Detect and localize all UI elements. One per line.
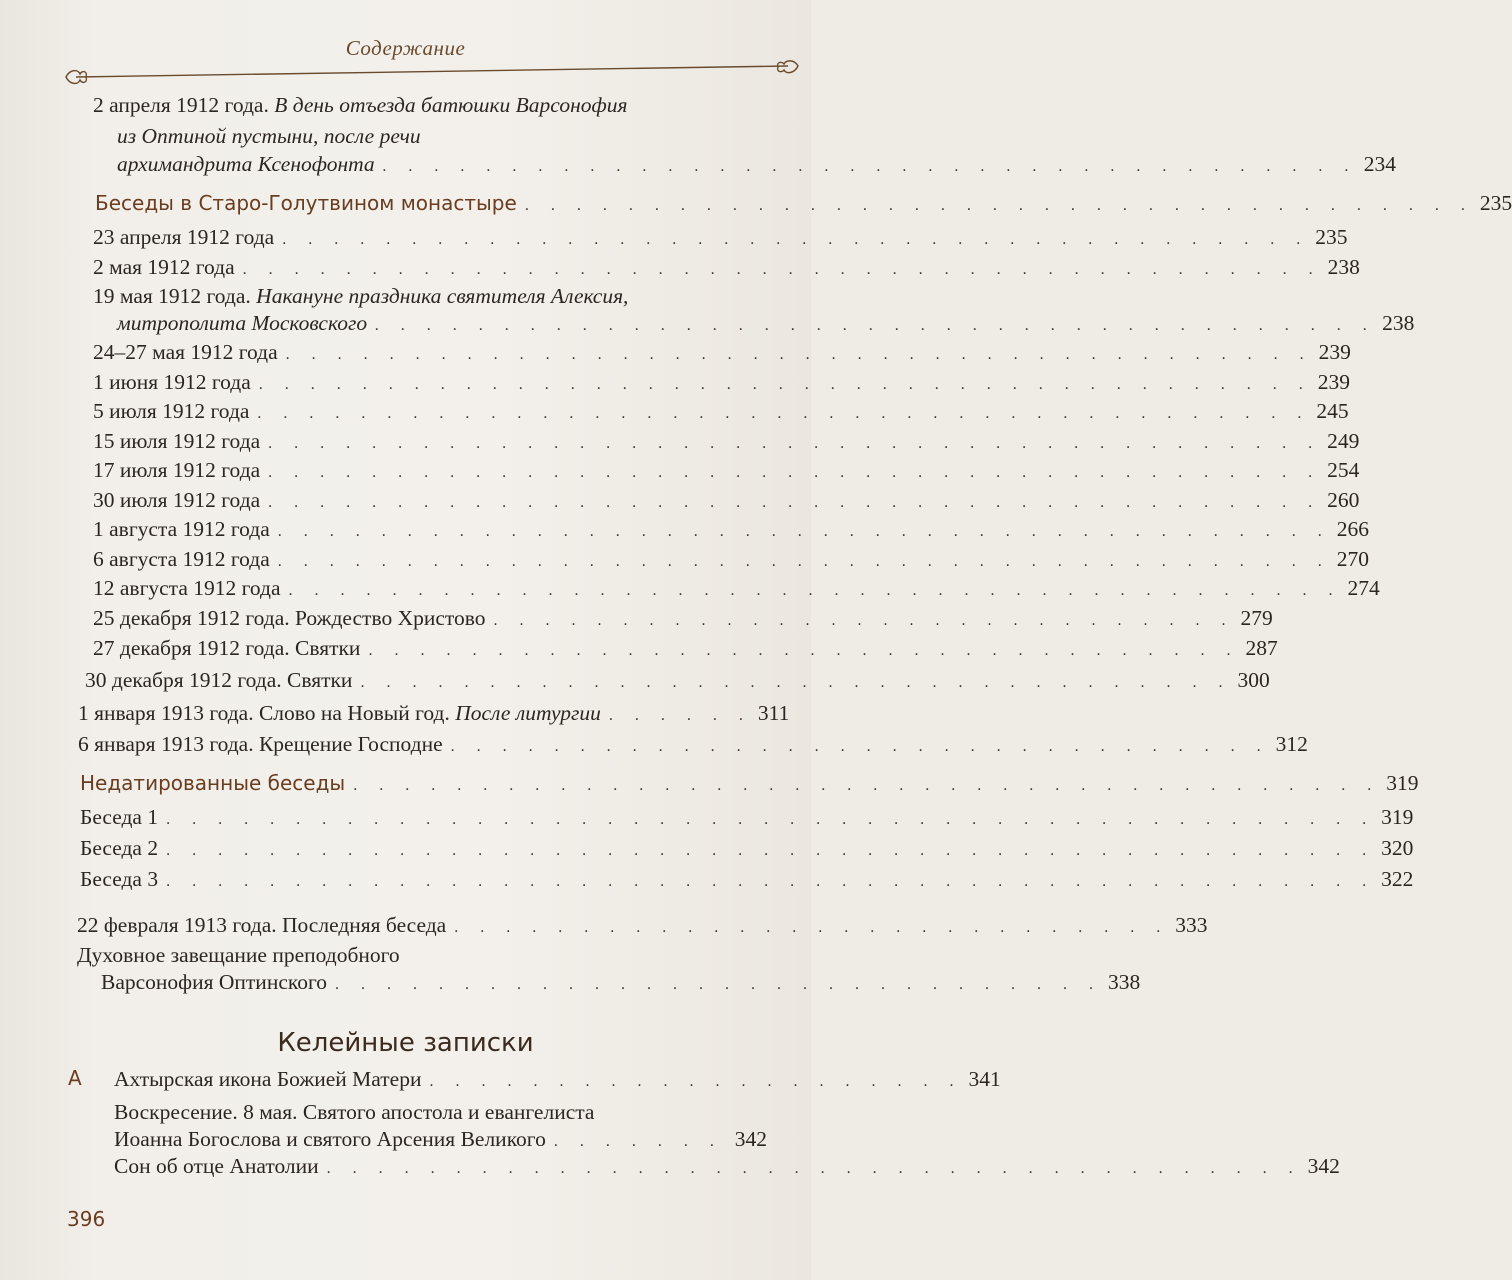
- dot-leader: . . . . . . . . . . . . . . . . . . . . . . . . . . . . . . . . . . . . . . . . .: [277, 523, 1331, 540]
- toc-entry[interactable]: [114, 1066, 1001, 1095]
- toc-entry[interactable]: [93, 398, 1349, 427]
- toc-entry[interactable]: [78, 731, 1308, 760]
- page-number: 311: [757, 701, 790, 725]
- page-number: 312: [1275, 732, 1308, 756]
- toc-entry[interactable]: [95, 190, 1512, 219]
- toc-entry[interactable]: [117, 151, 1396, 180]
- dot-leader: . . . . . .: [608, 707, 752, 724]
- toc-entry[interactable]: [93, 605, 1273, 634]
- section-heading: Келейные записки: [277, 1028, 534, 1058]
- entry-title: 25 декабря 1912 года. Рождество Христово: [93, 606, 486, 630]
- page-number: 320: [1381, 836, 1414, 860]
- toc-entry[interactable]: [85, 667, 1270, 696]
- entry-title: 23 апреля 1912 года: [93, 225, 275, 249]
- entry-title: [78, 700, 601, 726]
- page-folio: 396: [67, 1207, 106, 1231]
- toc-entry[interactable]: [93, 546, 1370, 575]
- dot-leader: . . . . . . .: [553, 1133, 723, 1150]
- page-number: 338: [1108, 970, 1141, 994]
- toc-entry[interactable]: [93, 369, 1350, 398]
- page-number: 245: [1316, 399, 1349, 423]
- entry-subtitle: Накануне праздника святителя Алексия,: [256, 284, 629, 308]
- page-number: 300: [1237, 668, 1270, 692]
- entry-title: 2 мая 1912 года: [93, 255, 235, 279]
- page-number: 239: [1318, 340, 1351, 364]
- toc-entry[interactable]: [80, 804, 1414, 833]
- entry-title: 24–27 мая 1912 года: [93, 340, 278, 364]
- page-number: 341: [968, 1067, 1001, 1091]
- toc-entry[interactable]: [80, 866, 1414, 895]
- page-number: 279: [1240, 606, 1273, 630]
- page-number: 319: [1381, 805, 1414, 829]
- toc-entry[interactable]: [93, 487, 1360, 516]
- dot-leader: . . . . . . . . . . . . . . . . . . . . . . . . . . . . . . . . . .: [368, 642, 1240, 659]
- page-number: 235: [1479, 191, 1512, 215]
- page-number: 260: [1327, 488, 1360, 512]
- entry-title: Беседа 3: [80, 867, 159, 891]
- dot-leader: . . . . . . . . . . . . . . . . . . . . . . . . . . . . . . . . . . . . . . . .: [282, 231, 1310, 248]
- dot-leader: . . . . . . . . . . . . . . . . . . . . . . . . . . . . . . . . . . . . . . . . .: [277, 553, 1331, 570]
- page-number: 239: [1317, 370, 1350, 394]
- entry-title: 17 июля 1912 года: [93, 458, 261, 482]
- entry-title: 5 июля 1912 года: [93, 399, 250, 423]
- entry-date: 2 апреля 1912 года.: [93, 93, 275, 117]
- page-number: 319: [1386, 771, 1419, 795]
- toc-entry[interactable]: [114, 1153, 1340, 1182]
- entry-title: Беседа 2: [80, 836, 159, 860]
- entry-subtitle: После литургии: [455, 701, 601, 725]
- toc-entry[interactable]: [101, 969, 1141, 998]
- dot-leader: . . . . . . . . . . . . . . . . . . . . . . . . . . . . . . . . . . . . .: [524, 197, 1474, 214]
- dot-leader: . . . . . . . . . . . . . . . . . . . . . . . . . . . . . . . . . . . . . . . . .: [258, 376, 1312, 393]
- entry-title: Сон об отце Анатолии: [114, 1154, 319, 1178]
- running-head: Содержание: [345, 36, 466, 60]
- page-number: 270: [1336, 547, 1370, 571]
- dot-leader: . . . . . . . . . . . . . . . . . . . . . . . . . . . . . . . . . . . . . .: [326, 1160, 1302, 1177]
- dot-leader: . . . . . . . . . . . . . . . . . . . . . . . . . . . . . . . . . . . . . . . . .: [257, 405, 1311, 422]
- dot-leader: . . . . . . . . . . . . . . . . . . . . . . . . . . . . . . . . . . . . . . . . .: [288, 582, 1342, 599]
- page-number: 235: [1315, 225, 1348, 249]
- dot-leader: . . . . . . . . . . . . . . . . . . . . . . . . . . . . . . . . . . . . . . .: [375, 317, 1377, 334]
- entry-date: 1 января 1913 года. Слово на Новый год.: [78, 701, 456, 725]
- ornamental-rule: [62, 62, 802, 92]
- dot-leader: . . . . . . . . . . . . . . . . . . . . . . . . . . . . .: [493, 612, 1235, 629]
- toc-entry[interactable]: [114, 1126, 767, 1155]
- dot-leader: . . . . . . . . . . . . . . . . . . . . . . . . . . . . . . . . . . . . . . . . . . . . . . .: [166, 842, 1376, 859]
- dot-leader: . . . . . . . . . . . . . . . . . . . . . . . . . . . . . . . . . . . . . . . . .: [268, 435, 1322, 452]
- alphabet-letter: А: [68, 1066, 82, 1090]
- dot-leader: . . . . . . . . . . . . . . . . . . . . . . . . . . . . . . . . . .: [360, 674, 1232, 691]
- toc-entry[interactable]: [93, 254, 1360, 283]
- page-number: 342: [734, 1127, 767, 1151]
- entry-title: митрополита Московского: [117, 311, 368, 335]
- entry-title: Варсонофия Оптинского: [101, 970, 328, 994]
- toc-entry-line: [93, 92, 628, 118]
- dot-leader: . . . . . . . . . . . . . . . . . . . . . . . . . . . . . . . . . . . . . . . . . . . . . . .: [166, 811, 1376, 828]
- entry-title: 6 августа 1912 года: [93, 547, 270, 571]
- dot-leader: . . . . . . . . . . . . . . . . . . . . . . . . . . . . . . . . . . . . . . . . .: [268, 464, 1322, 481]
- section-title: Недатированные беседы: [80, 771, 346, 795]
- dot-leader: . . . . . . . . . . . . . . . . . . . . . . . . . . . . . .: [335, 976, 1103, 993]
- entry-title: архимандрита Ксенофонта: [117, 152, 375, 176]
- page-number: 234: [1363, 152, 1396, 176]
- entry-title: 1 августа 1912 года: [93, 517, 270, 541]
- toc-entry[interactable]: [93, 224, 1348, 253]
- toc-entry[interactable]: [80, 835, 1414, 864]
- page-number: 238: [1382, 311, 1415, 335]
- dot-leader: . . . . . . . . . . . . . . . . . . . . . . . . . . . . . . . . . . . . . . . .: [285, 346, 1313, 363]
- entry-title: 27 декабря 1912 года. Святки: [93, 636, 361, 660]
- page-number: 238: [1327, 255, 1360, 279]
- entry-subtitle: В день отъезда батюшки Варсонофия: [274, 93, 628, 117]
- dot-leader: . . . . . . . . . . . . . . . . . . . . . . . . . . . .: [454, 919, 1170, 936]
- page-number: 249: [1327, 429, 1360, 453]
- dot-leader: . . . . . . . . . . . . . . . . . . . . . . . . . . . . . . . . . . . . . . . . . .: [242, 261, 1322, 278]
- page-number: 254: [1327, 458, 1360, 482]
- dot-leader: . . . . . . . . . . . . . . . . . . . . . . . . . . . . . . . . . . . . . . . . . . . . . . .: [166, 873, 1376, 890]
- toc-entry[interactable]: [93, 635, 1278, 664]
- entry-title: Беседа 1: [80, 805, 159, 829]
- toc-entry[interactable]: [78, 700, 790, 729]
- section-title: Беседы в Старо-Голутвином монастыре: [95, 191, 517, 215]
- toc-entry[interactable]: [93, 575, 1380, 604]
- dot-leader: . . . . . . . . . . . . . . . . . . . . . . . . . . . . . . . . . . . . . . . . .: [268, 494, 1322, 511]
- toc-entry-line: из Оптиной пустыни, после речи: [117, 124, 421, 148]
- page-number: 342: [1307, 1154, 1340, 1178]
- entry-title: 1 июня 1912 года: [93, 370, 251, 394]
- toc-entry[interactable]: [93, 516, 1370, 545]
- page-number: 333: [1175, 913, 1208, 937]
- toc-entry-line: Воскресение. 8 мая. Святого апостола и евангелиста: [114, 1100, 595, 1124]
- entry-title: 6 января 1913 года. Крещение Господне: [78, 732, 443, 756]
- page-number: 274: [1347, 576, 1380, 600]
- entry-title: Ахтырская икона Божией Матери: [114, 1067, 422, 1091]
- toc-entry[interactable]: [77, 912, 1208, 941]
- entry-title: 12 августа 1912 года: [93, 576, 281, 600]
- toc-entry[interactable]: [80, 770, 1419, 799]
- toc-entry[interactable]: [93, 457, 1360, 486]
- toc-entry[interactable]: [117, 310, 1415, 339]
- page-number: 266: [1336, 517, 1370, 541]
- entry-title: Иоанна Богослова и святого Арсения Великого: [114, 1127, 546, 1151]
- entry-title: 30 июля 1912 года: [93, 488, 261, 512]
- page-number: 287: [1245, 636, 1278, 660]
- toc-entry-line: Духовное завещание преподобного: [77, 943, 400, 967]
- toc-entry-line: [93, 283, 628, 309]
- page-number: 322: [1381, 867, 1414, 891]
- dot-leader: . . . . . . . . . . . . . . . . . . . . . . . . . . . . . . . . . . . . . .: [382, 158, 1358, 175]
- entry-title: 15 июля 1912 года: [93, 429, 261, 453]
- toc-entry[interactable]: [93, 428, 1360, 457]
- entry-title: 30 декабря 1912 года. Святки: [85, 668, 353, 692]
- entry-title: 22 февраля 1913 года. Последняя беседа: [77, 913, 447, 937]
- dot-leader: . . . . . . . . . . . . . . . . . . . . . . . . . . . . . . . .: [450, 738, 1270, 755]
- entry-date: 19 мая 1912 года.: [93, 284, 257, 308]
- dot-leader: . . . . . . . . . . . . . . . . . . . . . . . . . . . . . . . . . . . . . . . .: [353, 777, 1381, 794]
- dot-leader: . . . . . . . . . . . . . . . . . . . . .: [429, 1073, 963, 1090]
- toc-entry[interactable]: [93, 339, 1351, 368]
